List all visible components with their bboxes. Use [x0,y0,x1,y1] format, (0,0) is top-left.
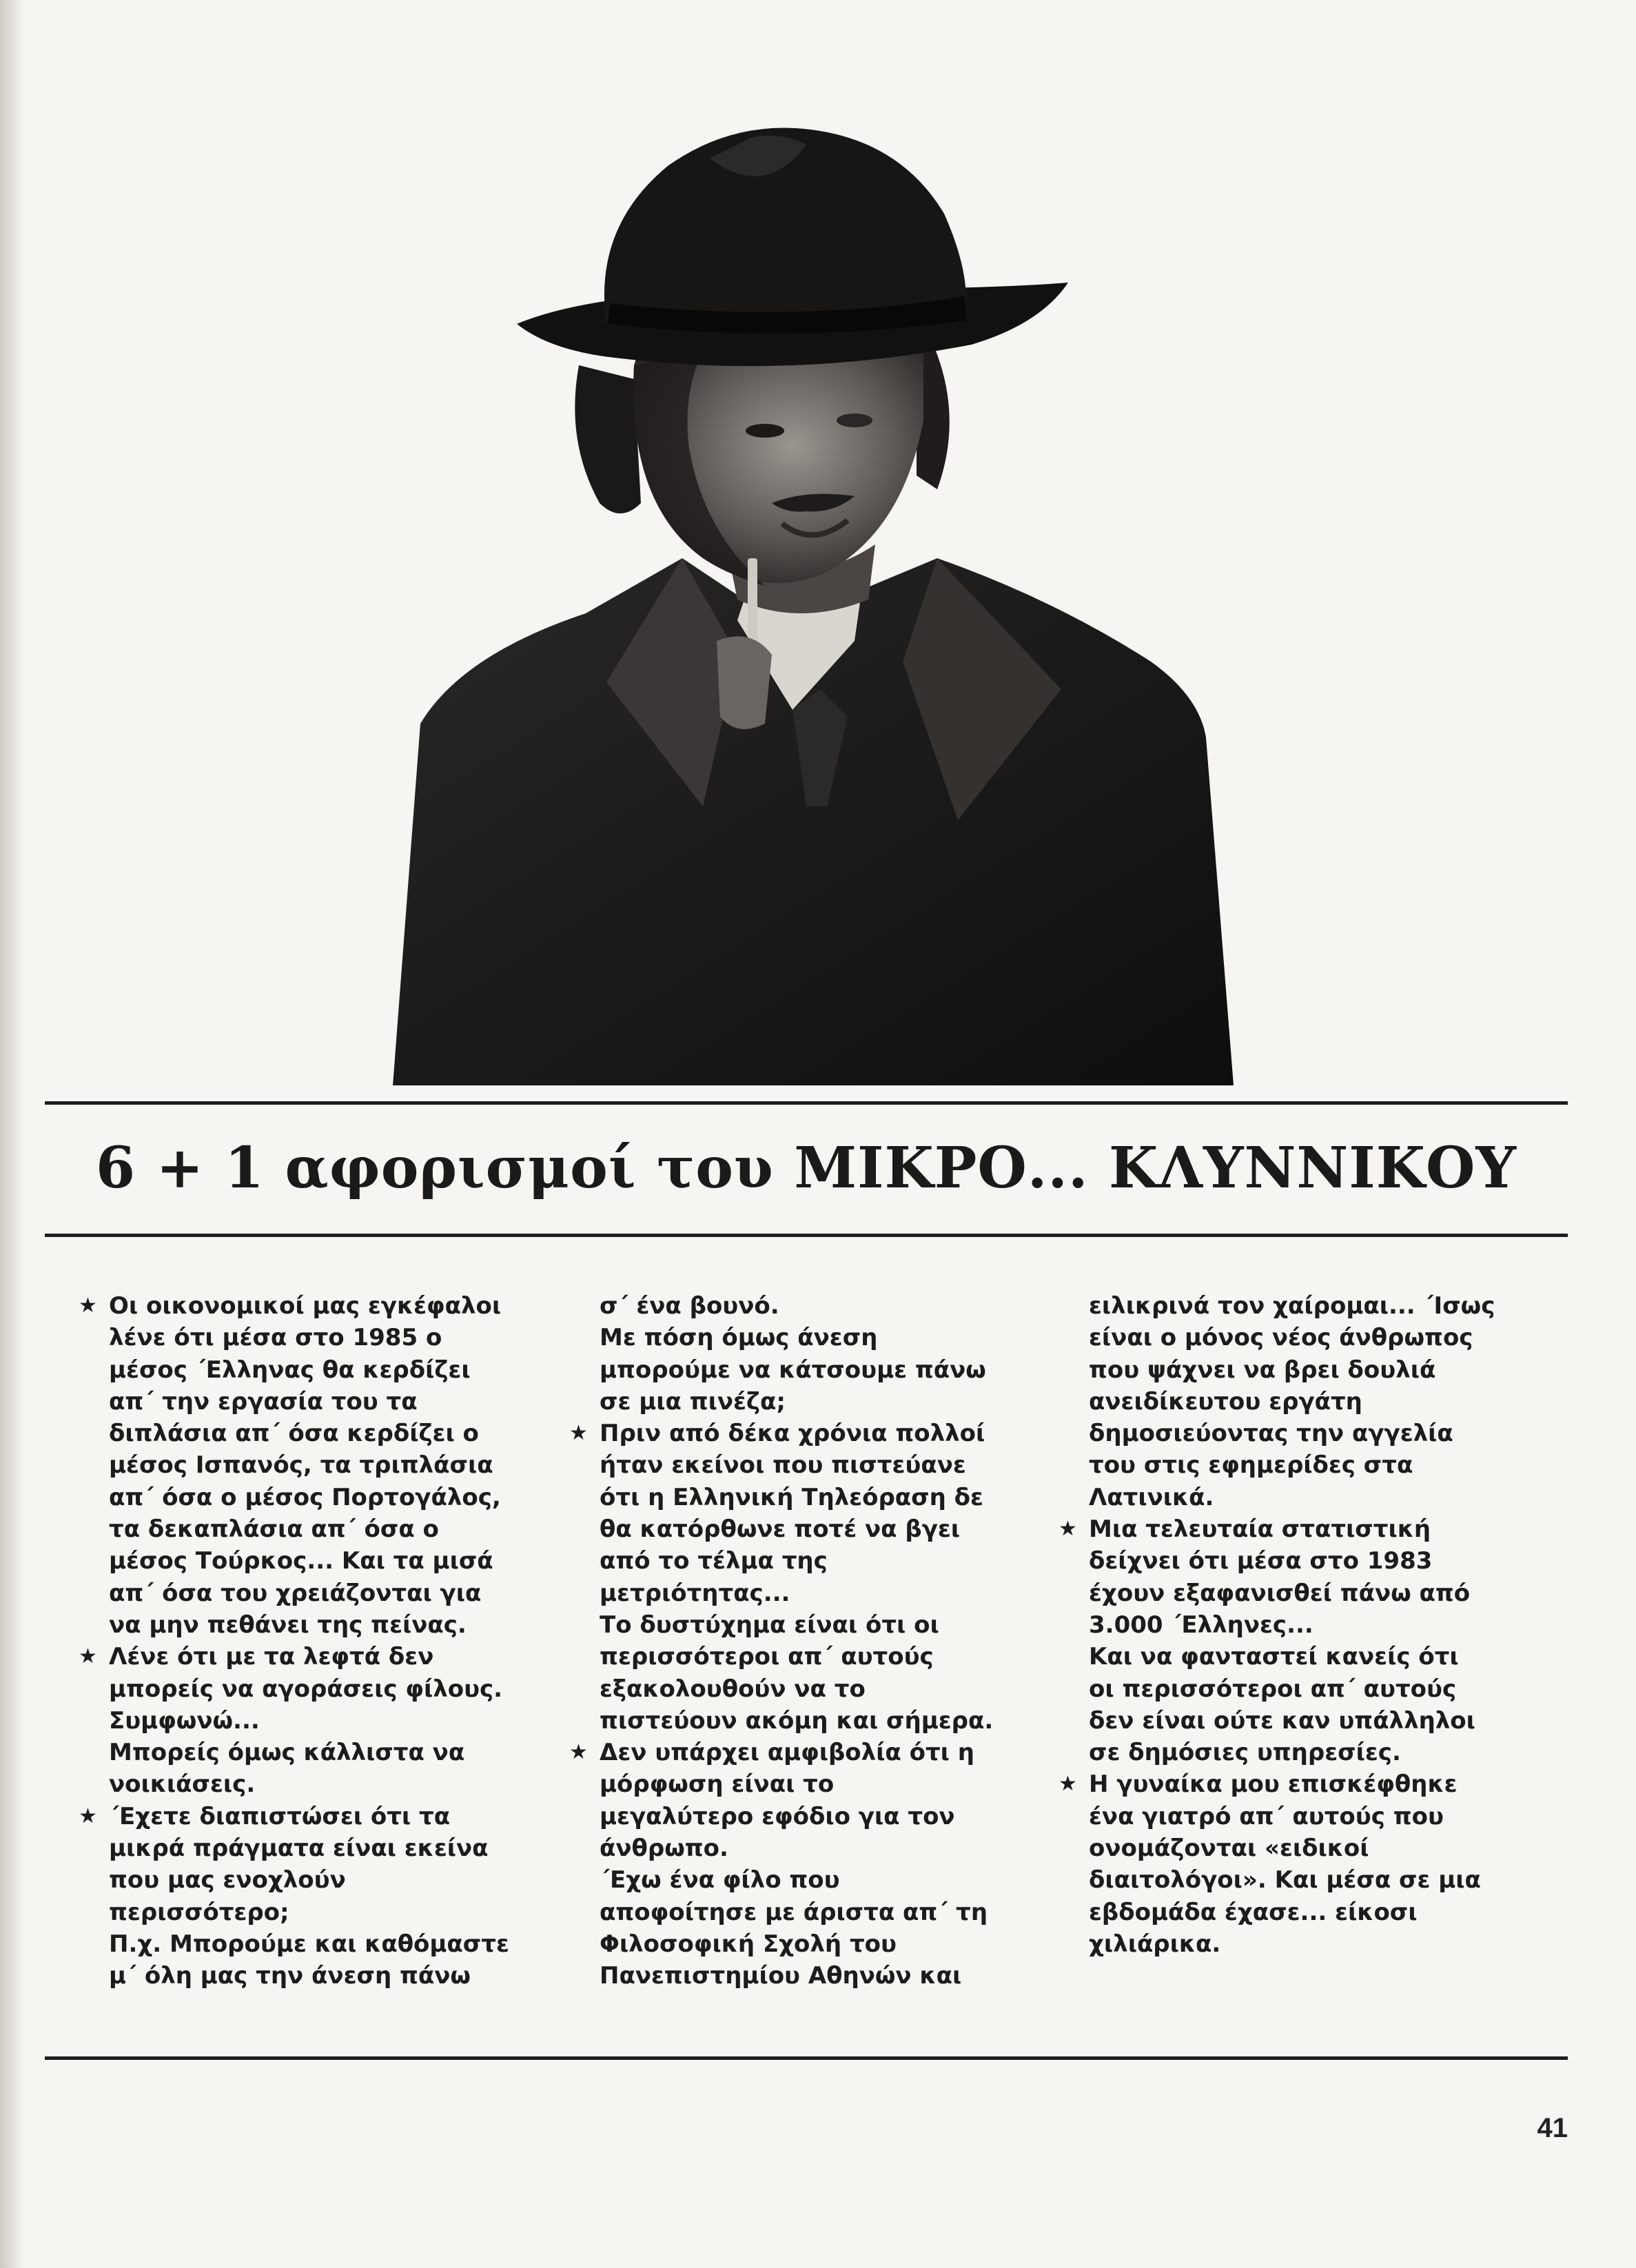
text-line-content: απ΄ όσα ο μέσος Πορτογάλος, [109,1483,501,1511]
text-line-content: Συμφωνώ... [109,1706,260,1735]
text-line-content: άνθρωπο. [600,1835,728,1863]
text-line-content: ήταν εκείνοι που πιστεύανε [600,1451,966,1480]
headline-bottom-rule [45,1234,1568,1237]
text-line [1089,1737,1530,1768]
text-line [1089,1832,1530,1864]
text-line [109,1577,550,1609]
text-line-content: οι περισσότεροι απ΄ αυτούς [1089,1675,1457,1703]
text-line [109,1609,550,1641]
footer-rule [45,2056,1568,2060]
text-line [109,1449,550,1481]
text-line-content: ανειδίκευτου εργάτη [1089,1387,1362,1416]
text-line [600,1354,1041,1386]
text-line [569,1418,1041,1449]
text-line [600,1577,1041,1609]
text-line [109,1768,550,1800]
text-line [600,1897,1041,1928]
text-line [1089,1641,1530,1673]
text-line-content: διαιτολόγοι». Και μέσα σε μια [1089,1866,1481,1894]
text-column-3 [1059,1290,1530,1960]
text-line-content: διπλάσια απ΄ όσα κερδίζει ο [109,1420,479,1448]
text-line-content: Η γυναίκα μου επισκέφθηκε [1089,1770,1458,1799]
text-line [109,1737,550,1768]
text-line [1059,1513,1530,1545]
text-line [600,1641,1041,1673]
text-line-content: είναι ο μόνος νέος άνθρωπος [1089,1324,1473,1352]
text-line-content: μέσος Τούρκος... Και τα μισά [109,1547,493,1575]
text-line [1089,1386,1530,1418]
text-line-content: μπορούμε να κάτσουμε πάνω [600,1356,986,1384]
text-line-content: απ΄ όσα του χρειάζονται για [109,1579,482,1607]
text-line [109,1354,550,1386]
text-line [109,1418,550,1449]
text-line [600,1482,1041,1513]
text-line-content: να μην πεθάνει της πείνας. [109,1611,467,1639]
text-line-content: εβδομάδα έχασε... είκοσι [1089,1898,1418,1926]
text-line-content: θα κατόρθωνε ποτέ να βγει [600,1515,961,1544]
text-line [79,1801,550,1832]
text-line [109,1928,550,1960]
text-line [600,1545,1041,1577]
text-line-content: έχουν εξαφανισθεί πάνω από [1089,1579,1471,1607]
text-line-content: σε μια πινέζα; [600,1387,786,1416]
text-line-content: από το τέλμα της [600,1547,828,1575]
star-icon: ★ [1059,1517,1077,1542]
text-line-content: ΄Εχετε διαπιστώσει ότι τα [109,1802,451,1830]
text-line-content: μόρφωση είναι το [600,1770,835,1799]
star-icon: ★ [79,1294,97,1318]
text-line [600,1673,1041,1705]
star-icon: ★ [569,1740,588,1765]
text-line-content: μπορείς να αγοράσεις φίλους. [109,1675,503,1703]
text-line-content: του στις εφημερίδες στα [1089,1451,1413,1480]
text-line [1089,1290,1530,1322]
text-line [600,1705,1041,1737]
text-line [600,1386,1041,1418]
text-line-content: σε δημόσιες υπηρεσίες. [1089,1739,1401,1767]
headline: 6 + 1 αφορισμοί του ΜΙΚΡΟ... ΚΛΥΝΝΙΚΟΥ [96,1135,1517,1201]
text-line [1089,1801,1530,1832]
text-line [1089,1482,1530,1513]
text-line-content: Λένε ότι με τα λεφτά δεν [109,1643,434,1671]
text-line [600,1513,1041,1545]
text-line-content: απ΄ την εργασία του τα [109,1387,418,1416]
text-line-content: Πριν από δέκα χρόνια πολλοί [600,1420,985,1448]
text-line-content: δημοσιεύοντας την αγγελία [1089,1420,1453,1448]
text-line [1089,1577,1530,1609]
text-line-content: Και να φανταστεί κανείς ότι [1089,1643,1459,1671]
text-line [1089,1609,1530,1641]
text-line-content: μεγαλύτερο εφόδιο για τον [600,1802,955,1830]
text-line-content: Μπορείς όμως κάλλιστα να [109,1739,465,1767]
text-column-1 [79,1290,550,1992]
text-line-content: περισσότερο; [109,1898,289,1926]
text-line [569,1737,1041,1768]
text-line-content: Μια τελευταία στατιστική [1089,1515,1431,1544]
text-line-content: μέσος Ισπανός, τα τριπλάσια [109,1451,493,1480]
text-line [1089,1322,1530,1353]
text-line-content: σ΄ ένα βουνό. [600,1292,779,1320]
page-number: 41 [1537,2113,1568,2143]
text-line-content: 3.000 ΄Ελληνες... [1089,1611,1313,1639]
text-line-content: πιστεύουν ακόμη και σήμερα. [600,1706,994,1735]
text-line [79,1290,550,1322]
text-line-content: λένε ότι μέσα στο 1985 ο [109,1324,442,1352]
text-line-content: Το δυστύχημα είναι ότι οι [600,1611,939,1639]
text-line-content: δεν είναι ούτε καν υπάλληλοι [1089,1706,1475,1735]
text-line [600,1801,1041,1832]
text-line-content: Πανεπιστημίου Αθηνών και [600,1962,962,1990]
text-line-content: μετριότητας... [600,1579,790,1607]
headline-top-rule [45,1101,1568,1105]
text-line [109,1832,550,1864]
text-line [1089,1418,1530,1449]
page-edge-shadow [0,0,23,2268]
star-icon: ★ [79,1804,97,1828]
text-line [600,1832,1041,1864]
text-line [109,1545,550,1577]
text-line [1059,1768,1530,1800]
text-line-content: ΄Εχω ένα φίλο που [600,1866,840,1894]
text-line-content: ονομάζονται «ειδικοί [1089,1835,1369,1863]
text-line [600,1768,1041,1800]
text-line-content: Π.χ. Μπορούμε και καθόμαστε [109,1930,509,1958]
text-line-content: Φιλοσοφική Σχολή του [600,1930,897,1958]
text-line [109,1673,550,1705]
text-line-content: δείχνει ότι μέσα στο 1983 [1089,1547,1433,1575]
text-line-content: χιλιάρικα. [1089,1930,1221,1958]
text-line [1089,1928,1530,1960]
text-line [109,1960,550,1992]
text-line-content: μέσος ΄Ελληνας θα κερδίζει [109,1356,471,1384]
text-line [109,1482,550,1513]
star-icon: ★ [79,1644,97,1669]
text-line-content: ένα γιατρό απ΄ αυτούς που [1089,1802,1444,1830]
text-line-content: μικρά πράγματα είναι εκείνα [109,1835,489,1863]
text-line-content: ειλικρινά τον χαίρομαι... ΄Ισως [1089,1292,1495,1320]
text-line-content: εξακολουθούν να το [600,1675,866,1703]
portrait-photo [379,117,1234,1085]
text-line-content: Λατινικά. [1089,1483,1214,1511]
text-line [109,1513,550,1545]
text-line-content: αποφοίτησε με άριστα απ΄ τη [600,1898,988,1926]
star-icon: ★ [1059,1772,1077,1797]
text-line [1089,1449,1530,1481]
text-line [1089,1354,1530,1386]
text-line-content: που ψάχνει να βρει δουλιά [1089,1356,1436,1384]
text-line [109,1322,550,1353]
text-line-content: που μας ενοχλούν [109,1866,346,1894]
text-line-content: Δεν υπάρχει αμφιβολία ότι η [600,1739,974,1767]
text-line [1089,1673,1530,1705]
text-line-content: νοικιάσεις. [109,1770,256,1799]
text-line [1089,1705,1530,1737]
text-line-content: περισσότεροι απ΄ αυτούς [600,1643,934,1671]
text-line [109,1386,550,1418]
text-line-content: Με πόση όμως άνεση [600,1324,878,1352]
text-column-2 [569,1290,1041,1992]
text-line [109,1864,550,1896]
text-line [600,1290,1041,1322]
text-line [1089,1545,1530,1577]
text-line [600,1864,1041,1896]
text-line-content: μ΄ όλη μας την άνεση πάνω [109,1962,471,1990]
text-line [600,1449,1041,1481]
star-icon: ★ [569,1421,588,1446]
text-line-content: Οι οικονομικοί μας εγκέφαλοι [109,1292,502,1320]
text-line [1089,1864,1530,1896]
text-line [109,1705,550,1737]
text-line [600,1928,1041,1960]
text-line-content: ότι η Ελληνική Τηλεόραση δε [600,1483,983,1511]
text-line [600,1322,1041,1353]
text-line [109,1897,550,1928]
text-line [79,1641,550,1673]
text-line-content: τα δεκαπλάσια απ΄ όσα ο [109,1515,439,1544]
text-line [1089,1897,1530,1928]
text-line [600,1960,1041,1992]
text-line [600,1609,1041,1641]
